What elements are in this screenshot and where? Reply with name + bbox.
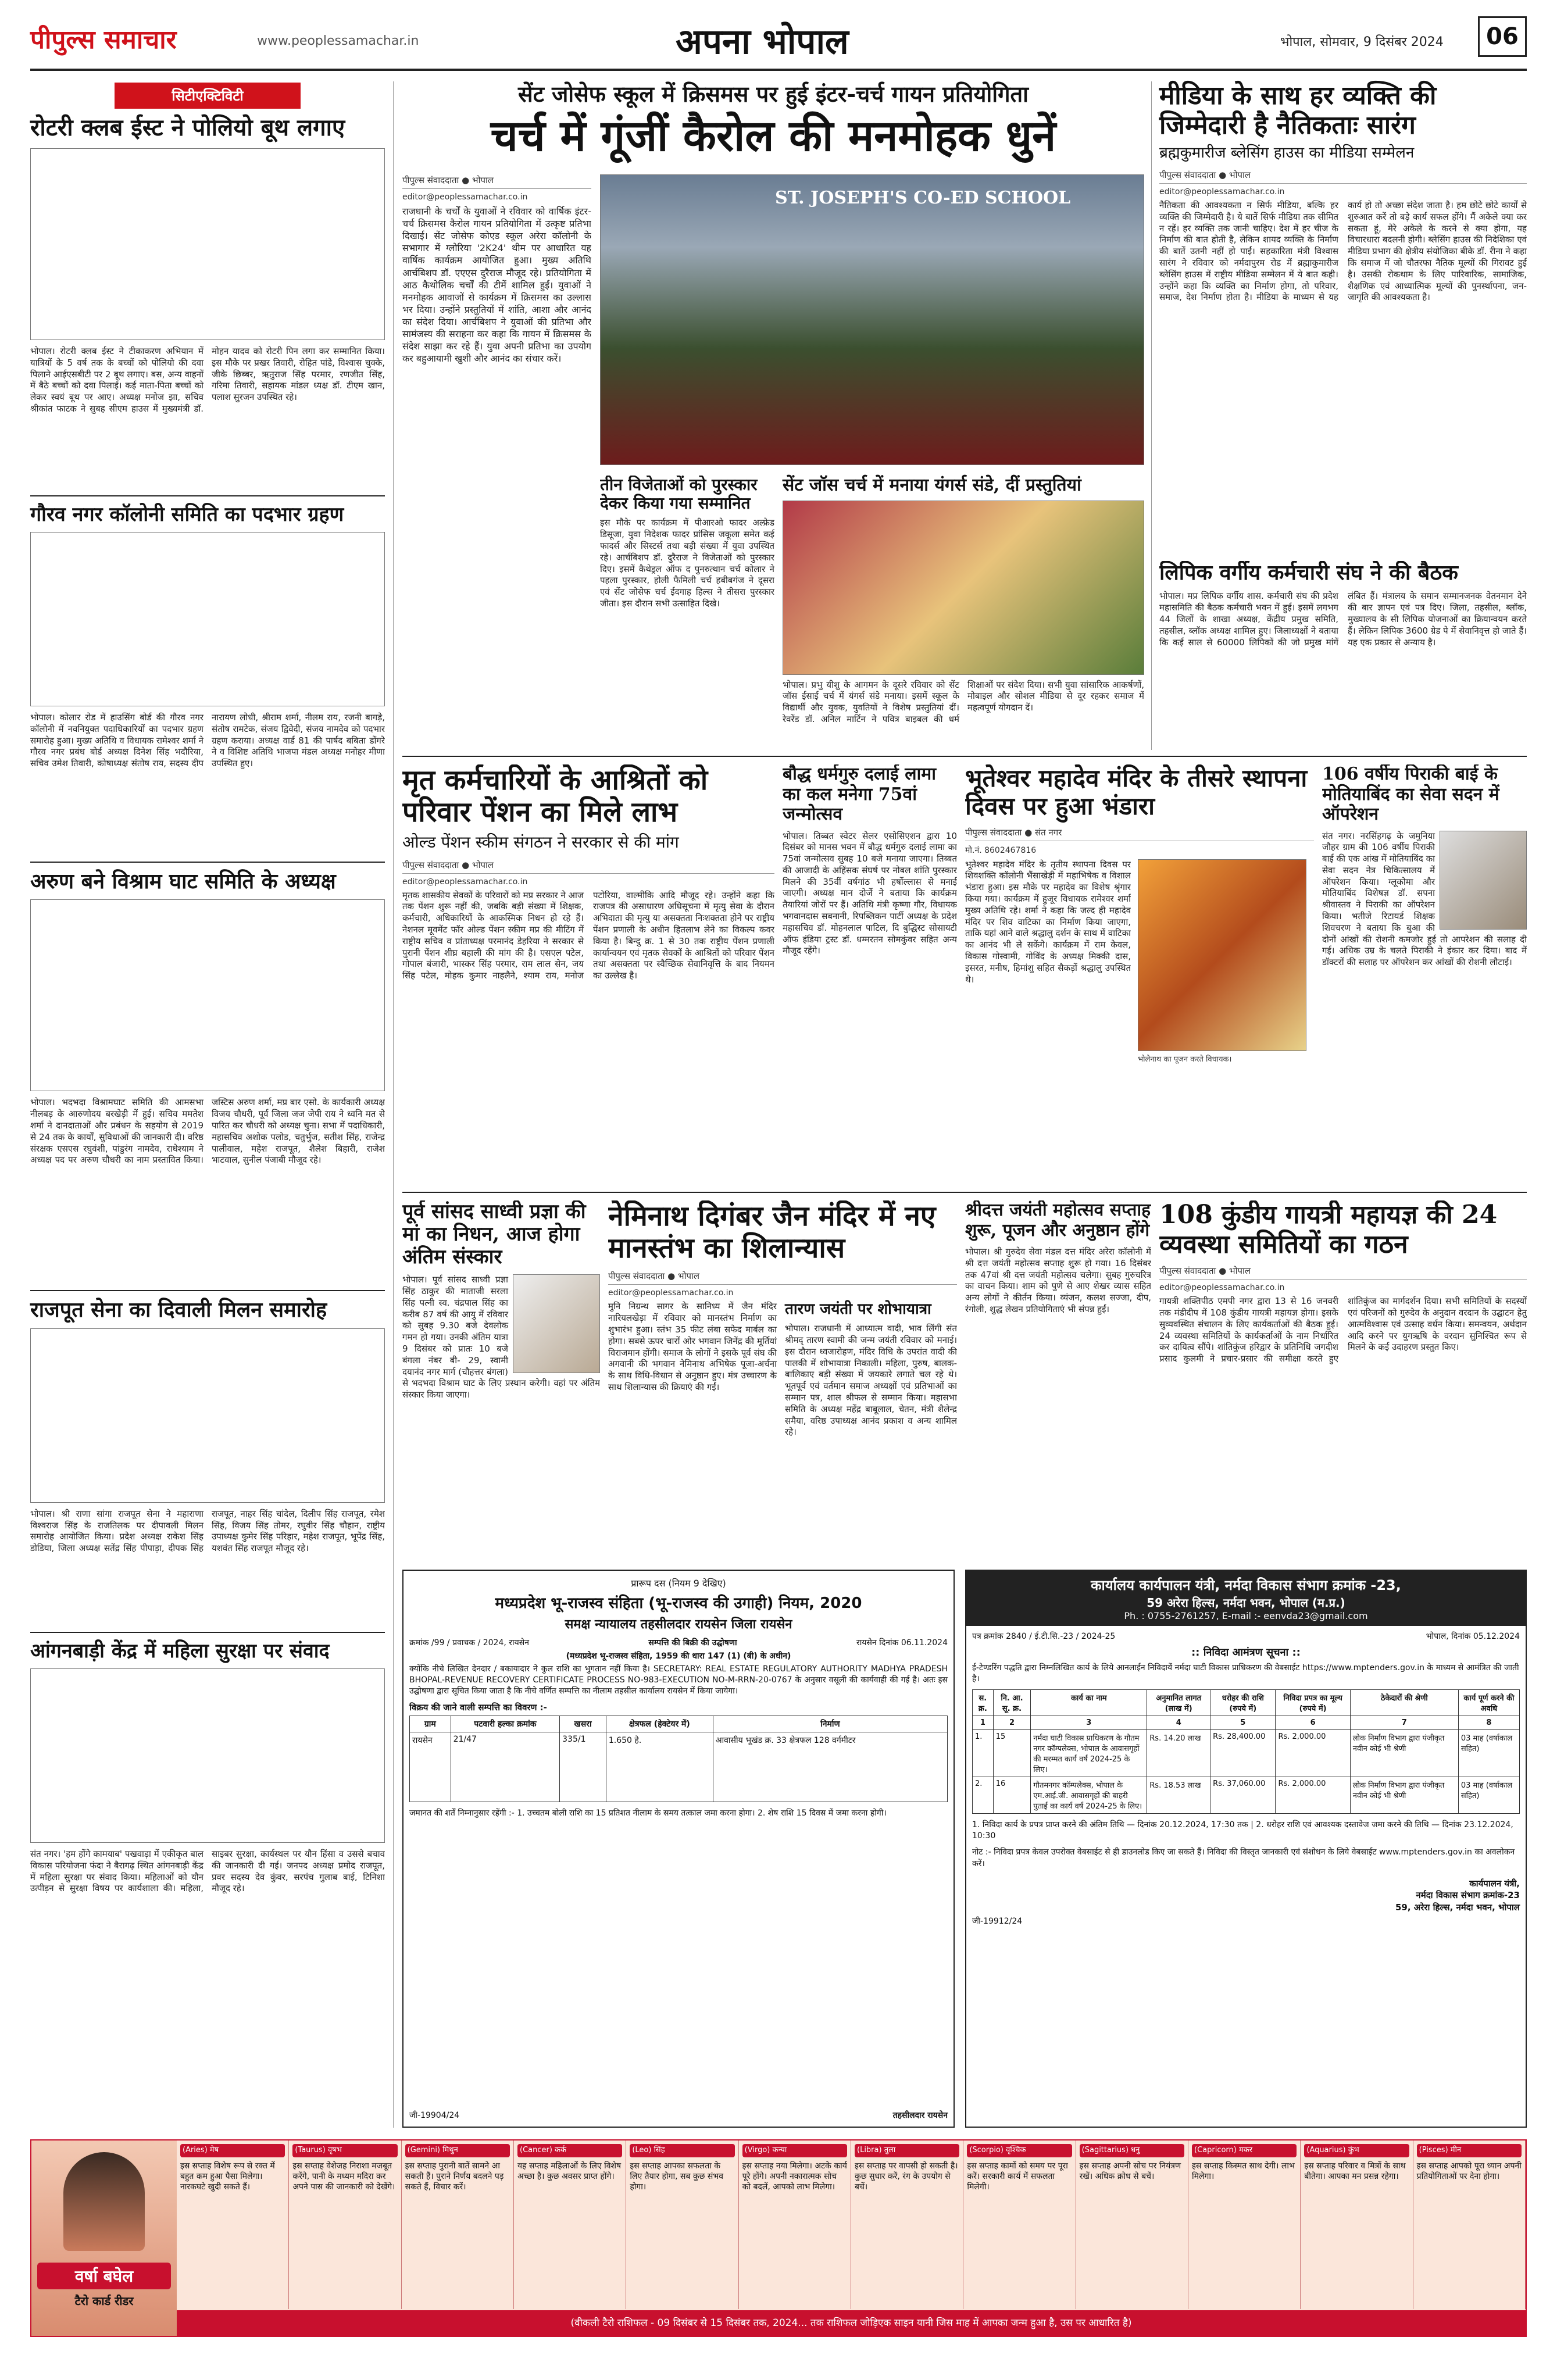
zodiac-prediction: इस सप्ताह किस्मत साथ देगी। लाभ मिलेगा।	[1192, 2161, 1295, 2182]
tender-footer: नोट :- निविदा प्रपत्र केवल उपरोक्त वेबसाईट से ही डाउनलोड किए जा सकते हैं। निविदा की विस्तृत जानकारी एवं संशोधन के लिये वेबसाईट www.mptenders.gov.in का अवलोकन करें।	[972, 1847, 1515, 1868]
clerk-story	[1159, 561, 1527, 747]
table-cell: 15	[993, 1729, 1031, 1777]
lead-body: राजधानी के चर्चों के युवाओं ने रविवार को वार्षिक इंटर-चर्च क्रिसमस कैरोल गायन प्रतियोगिता में उत्कृष्ट प्रतिभा दिखाई। सेंट जोसेफ कोएड स्कूल अरेरा कॉलोनी के सभागार में ग्लोरिया '2K24' थीम पर आधारित यह वार्षिक कार्यक्रम आयोजित हुआ। मुख्य अतिथि आर्चबिशप डॉ. एएएस दुरैराज मौजूद रहे। प्रतियोगिता में आठ कैथोलिक चर्चों की टीमें शामिल हुईं। युवाओं ने मनमोहक आवाजों से कार्यक्रम में क्रिसमस का उल्लास भर दिया। उन्होंने प्रस्तुतियों में शांति, आशा और आनंद का संदेश दिया। आर्चबिशप ने युवाओं की प्रतिभा और सामंजस्य की सराहना कर कहा कि गायन में क्रिसमस के संदेश साझा कर रहे हैं। युवा अपनी प्रतिभा का उपयोग कर बहुआयामी खुशी और आनंद का संचार करें।	[402, 206, 591, 364]
notice-signoff: तहसीलदार रायसेन	[892, 2111, 948, 2120]
zodiac-prediction: इस सप्ताह आपका सफलता के लिए तैयार होगा, सब कुछ संभव होगा।	[630, 2161, 724, 2192]
reporter-email[interactable]: editor@peoplessamachar.co.in	[402, 877, 528, 887]
tender-notice	[965, 1570, 1527, 2128]
table-header: निर्माण	[713, 1716, 947, 1732]
cataract-story	[1322, 764, 1527, 1183]
story-headline: नेमिनाथ दिगंबर जैन मंदिर में नए मानस्तंभ का शिलान्यास	[608, 1200, 936, 1265]
reader-role: टैरो कार्ड रीडर	[74, 2294, 134, 2308]
tender-code: जी-19912/24	[972, 1916, 1023, 1926]
zodiac-sign-card	[177, 2140, 289, 2309]
section-title: अपना भोपाल	[676, 22, 849, 62]
zodiac-sign-name: (Cancer) कर्क	[517, 2144, 622, 2157]
horoscope-strip	[30, 2139, 1527, 2337]
table-colnum: 8	[1458, 1716, 1519, 1729]
table-cell: 03 माह (वर्षाकाल सहित)	[1458, 1729, 1519, 1777]
table-row	[410, 1732, 948, 1802]
horoscope-footer: (वीकली टैरो राशिफल - 09 दिसंबर से 15 दिसंबर तक, 2024... तक राशिफल जोड़िएक साइन यानी जिस माह में आपका जन्म हुआ है, उस पर आधारित है)	[177, 2310, 1526, 2336]
notice-act: (मध्यप्रदेश भू-राजस्व संहिता, 1959 की धारा 147 (1) (बी) के अधीन)	[566, 1652, 791, 1661]
table-cell: Rs. 37,060.00	[1210, 1777, 1276, 1813]
zodiac-sign-card	[402, 2140, 514, 2309]
zodiac-sign-name: (Virgo) कन्या	[742, 2144, 847, 2157]
sub-headline: तारण जयंती पर शोभायात्रा	[785, 1300, 931, 1318]
zodiac-sign-card	[626, 2140, 738, 2309]
zodiac-sign-name: (Aquarius) कुंभ	[1304, 2144, 1409, 2157]
sub-body: भोपाल। प्रभु यीशु के आगमन के दूसरे रविवार को सेंट जॉस ईसाई चर्च में यंगर्स संडे मनाया। इसमें स्कूल के विद्यार्थी और युवक, युवतियों ने विशेष प्रस्तुतियां दीं। रेवरेंड डॉ. अनिल मार्टिन ने पवित्र बाइबल की धर्म शिक्षाओं पर संदेश दिया। सभी युवा सांसारिक आकर्षणों, मोबाइल और सोशल मीडिया से दूर रहकर समाज में महत्वपूर्ण योगदान दें।	[783, 679, 1144, 724]
table-cell: Rs. 2,000.00	[1276, 1729, 1350, 1777]
masthead	[30, 16, 1527, 69]
table-cell: Rs. 18.53 लाख	[1147, 1777, 1210, 1813]
notice-conditions: जमानत की शर्तें निम्नानुसार रहेंगी :- 1. उच्चतम बोली राशि का 15 प्रतिशत नीलाम के समय तत्काल जमा करना होगा। 2. शेष राशि 15 दिवस में जमा करना होगी।	[409, 1808, 887, 1818]
brand-logo: पीपुल्स समाचार	[30, 25, 177, 55]
tender-contact: Ph. : 0755-2761257, E-mail :- eenvda23@gmail.com	[1124, 1610, 1368, 1621]
tender-address: 59 अरेरा हिल्स, नर्मदा भवन, भोपाल (म.प्र.)	[1147, 1596, 1345, 1610]
story-anganwadi	[30, 1640, 385, 1953]
story-gaurav-nagar	[30, 503, 385, 855]
story-headline: भूतेश्वर महादेव मंदिर के तीसरे स्थापना दिवस पर हुआ भंडारा	[965, 764, 1308, 821]
portrait-photo	[513, 1274, 600, 1373]
table-cell: लोक निर्माण विभाग द्वारा पंजीकृत नवीन कोई भी श्रेणी	[1350, 1777, 1458, 1813]
tender-table	[972, 1689, 1520, 1814]
table-header: क्षेत्रफल (हेक्टेयर में)	[606, 1716, 713, 1732]
zodiac-prediction: इस सप्ताह पुरानी बातें सामने आ सकती हैं। पुराने निर्णय बदलने पड़ सकते हैं, विचार करें।	[405, 2161, 504, 2192]
story-photo	[30, 1668, 385, 1843]
pension-story	[402, 764, 774, 1183]
reporter-email[interactable]: editor@peoplessamachar.co.in	[608, 1288, 734, 1298]
table-cell: लोक निर्माण विभाग द्वारा पंजीकृत नवीन कोई भी श्रेणी	[1350, 1729, 1458, 1777]
notice-date: रायसेन दिनांक 06.11.2024	[856, 1638, 948, 1648]
notice-court: समक्ष न्यायालय तहसीलदार रायसेन जिला रायसेन	[565, 1617, 792, 1632]
story-divider	[30, 495, 385, 496]
photo-caption-block	[600, 476, 774, 749]
column-divider	[393, 81, 394, 2128]
story-photo	[30, 899, 385, 1091]
story-rotary	[30, 115, 385, 488]
zodiac-prediction: इस सप्ताह पर वापसी हो सकती है। कुछ सुधार करें, रंग के उपयोग से बचें।	[855, 2161, 958, 2192]
table-header: नि. आ. सू. क्र.	[993, 1689, 1031, 1716]
masthead-rule	[30, 69, 1527, 71]
table-cell: 1.	[973, 1729, 994, 1777]
reporter-email[interactable]: editor@peoplessamachar.co.in	[1159, 1283, 1285, 1293]
table-colnum: 6	[1276, 1716, 1350, 1729]
table-cell: नर्मदा घाटी विकास प्राधिकरण के गौतम नगर कॉम्पलेक्स, भोपाल के आवासगृहों की मरम्मत कार्य वर्ष 2024-25 के लिए।	[1031, 1729, 1147, 1777]
jain-temple-story	[608, 1200, 957, 1561]
zodiac-prediction: इस सप्ताह विशेष रूप से रक्त में बहुत कम हुआ पैसा मिलेगा। नारकघटे खुदी सकते हैं।	[180, 2161, 275, 2192]
table-header: अनुमानित लागत (लाख में)	[1147, 1689, 1210, 1716]
zodiac-sign-card	[289, 2140, 401, 2309]
table-cell: 16	[993, 1777, 1031, 1813]
temple-photo	[1138, 859, 1306, 1051]
lead-text-column	[402, 174, 591, 756]
table-cell: Rs. 14.20 लाख	[1147, 1729, 1210, 1777]
lead-kicker: सेंट जोसेफ स्कूल में क्रिसमस पर हुई इंटर-चर्च गायन प्रतियोगिता	[518, 81, 1029, 107]
story-headline: 108 कुंडीय गायत्री महायज्ञ की 24 व्यवस्था समितियों का गठन	[1159, 1200, 1498, 1259]
zodiac-prediction: यह सप्ताह महिलाओं के लिए विशेष अच्छा है। कुछ अवसर प्राप्त होंगे।	[517, 2161, 622, 2182]
story-body: नैतिकता की आवश्यकता न सिर्फ मीडिया, बल्कि हर व्यक्ति की जिम्मेदारी है। ये बातें सिर्फ मीडिया तक सीमित न रहें। हर व्यक्ति तक जानी चाहिए। देश में हर चीज के निर्माण की बात होती है, लेकिन शायद व्यक्ति के निर्माण की बातें उतनी नहीं हो पाईं। सहकारिता मंत्री विश्वास सारंग ने रविवार को नर्मदापुरम रोड में ब्रह्माकुमारीज ब्लेसिंग हाउस में राष्ट्रीय मीडिया सम्मेलन में ये बात कही। उन्होंने कहा कि व्यक्ति का निर्माण होगा, तो परिवार, समाज, देश निर्माण होता है। मीडिया के माध्यम से यह कार्य हो तो अच्छा संदेश जाता है। हम छोटे छोटे कार्यों से शुरुआत करें तो बड़े कार्य सफल होंगे। मैं अकेले क्या कर सकता हूं, मेरे अकेले के करने से क्या होगा, यह विचारधारा बदलनी होगी। ब्लेसिंग हाउस की निदेशिका एवं मीडिया प्रभाग की क्षेत्रीय संयोजिका बीके डॉ. रीना ने कहा कि समाज में जो चौतरफा नैतिक मूल्यों की गिरावट हुई है। उसकी रोकथाम के लिए पारिवारिक, सामाजिक, शैक्षणिक एवं आध्यात्मिक मूल्यों की पुनर्स्थापना, जन-जागृति की आवश्यकता है।	[1159, 200, 1527, 303]
lead-photo	[600, 174, 1144, 465]
zodiac-sign-name: (Aries) मेष	[180, 2144, 285, 2157]
zodiac-sign-name: (Libra) तुला	[855, 2144, 959, 2157]
story-vishram-ghat	[30, 870, 385, 1283]
sub-photo	[783, 501, 1144, 675]
signature-line: 59, अरेरा हिल्स, नर्मदा भवन, भोपाल	[1395, 1902, 1520, 1913]
section-tag: सिटीएक्टिविटी	[115, 83, 301, 109]
story-body: भोपाल। श्री राणा सांगा राजपूत सेना ने महाराणा विश्वराज सिंह के राजतिलक पर दीपावली मिलन समारोह आयोजित किया। प्रदेश अध्यक्ष राकेश सिंह डोडिया, जिला अध्यक्ष सतेंद्र सिंह पीपाड़ा, दीपक सिंह राजपूत, नाहर सिंह चांदेल, दिलीप सिंह राजपूत, रमेश सिंह, विजय सिंह तोमर, रघुवीर सिंह चौहान, राष्ट्रीय उपाध्यक्ष कुमेर सिंह परिहार, महेश राजपूत, भूपेंद्र सिंह, यशवंत सिंह राजपूत मौजूद रहे।	[30, 1508, 385, 1554]
reporter-email[interactable]: editor@peoplessamachar.co.in	[402, 192, 528, 202]
tender-intro: ई-टेण्डरिंग पद्धति द्वारा निम्नलिखित कार्य के लिये आनलाईन निविदायें नर्मदा घाटी विकास प्राधिकरण की वेबसाईट https://www.mptenders.gov.in के माध्यम से आमंत्रित की जाती है।	[972, 1663, 1519, 1684]
notice-title: मध्यप्रदेश भू-राजस्व संहिता (भू-राजस्व की उगाही) नियम, 2020	[495, 1595, 862, 1612]
story-headline: रोटरी क्लब ईस्ट ने पोलियो बूथ लगाए	[30, 114, 345, 141]
story-body: भोपाल। मप्र लिपिक वर्गीय शास. कर्मचारी संघ की प्रदेश महासमिति की बैठक कर्मचारी भवन में हुई। इसमें लगभग 44 जिलों के शाखा अध्यक्ष, केंद्रीय प्रमुख समिति, तहसील, ब्लॉक अध्यक्ष शामिल हुए। जिलाध्यक्षों ने बताया कि कई साल से 60000 लिपिकों की जो प्रमुख मांगें लंबित हैं। मंत्रालय के समान सम्मानजनक वेतनमान देने की बार ज्ञापन एवं पत्र दिए। जिला, तहसील, ब्लॉक, मुख्यालय के सी लिपिक योजनाओं का क्रियान्वयन करते हैं। लेकिन लिपिक 3600 ग्रेड पे में सेवानिवृत्त हो जाते हैं। यह एक प्रकार से अन्याय है।	[1159, 591, 1527, 648]
lead-headline: चर्च में गूंजीं कैरोल की मनमोहक धुनें	[490, 110, 1056, 161]
story-divider	[30, 1290, 385, 1291]
reader-name: वर्षा बघेल	[37, 2263, 171, 2289]
zodiac-sign-card	[1076, 2140, 1188, 2309]
school-banner: ST. JOSEPH'S CO-ED SCHOOL	[775, 188, 1071, 208]
story-body: भोपाल। पूर्व सांसद साध्वी प्रज्ञा सिंह ठाकुर की माताजी सरला सिंह पत्नी स्व. चंद्रपाल सिंह का करीब 87 वर्ष की आयु में रविवार को सुबह 9.30 बजे देवलोक गमन हो गया। उनकी अंतिम यात्रा 9 दिसंबर को प्रातः 10 बजे बंगला नंबर बी- 29, स्वामी दयानंद नगर मार्ग (चौहत्तर बंगला) से भदभदा विश्राम घाट के लिए प्रस्थान करेगी। वहां पर अंतिम संस्कार किया जाएगा।	[402, 1274, 600, 1400]
zodiac-prediction: इस सप्ताह परिवार व मित्रों के साथ बीतेगा। आपका मन प्रसन्न रहेगा।	[1304, 2161, 1406, 2182]
story-photo	[30, 1328, 385, 1503]
story-rajput-sena	[30, 1298, 385, 1624]
zodiac-sign-card	[514, 2140, 626, 2309]
story-body: भोपाल। रोटरी क्लब ईस्ट ने टीकाकरण अभियान में यात्रियों के 5 वर्ष तक के बच्चों को पोलियो की दवा पिलाने आईएसबीटी पर 2 बूथ लगाए। बस, अन्य वाहनों में बैठे बच्चों को दवा पिलाई। कई माता-पिता बच्चों को लेकर स्वयं बूथ पर आए। अध्यक्ष मनोज झा, सचिव श्रीकांत फाटक ने सुबह सीएम हाउस में मुख्यमंत्री डॉ. मोहन यादव को रोटरी पिन लगा कर सम्मानित किया। इस मौके पर प्रखर तिवारी, रोहित पांडे, विश्वास चुक्के, जीके छिब्बर, ऋतुराज सिंह परमार, रणजीत सिंह, गरिमा तिवारी, सहायक मांडल ध्यक्ष डॉ. टीएम खान, पलाश सुरजन उपस्थित रहे।	[30, 346, 385, 414]
photo-caption: भोलेनाथ का पूजन करते विधायक।	[1138, 1055, 1232, 1064]
zodiac-sign-name: (Scorpio) वृश्चिक	[967, 2144, 1072, 2157]
story-body: मृतक शासकीय सेवकों के परिवारों को मप्र सरकार ने आज तक पेंशन शुरू नहीं की, जबकि बड़ी संख्या में शिक्षक, कर्मचारी, अधिकारियों के आकस्मिक निधन हो रहे हैं। नेशनल मूवमेंट फॉर ओल्ड पेंशन स्कीम मप्र की मीटिंग में राष्ट्रीय सचिव व प्रांताध्यक्ष परमानंद डेहरिया ने सरकार से पुरानी पेंशन शीघ्र बहाली की मांग की है। एसएल पटेल, गोपाल बंजारी, भास्कर सिंह परमार, राम लाल सेन, जय सिंह पटेल, मोहक कुमार नाहलैने, श्याम राय, मनोज पटोरिया, वाल्मीकि आदि मौजूद रहे। उन्होंने कहा कि राजपत्र की असाधारण अधिसूचना में मृत्यु सेवा के दौरान अभिदाता की मृत्यु या असक्तता निःशक्तता होने पर राष्ट्रीय पेंशन प्रणाली के अधीन हितलाभ लेने का विकल्प कवर किया है। बिन्दु क्र. 1 से 30 तक राष्ट्रीय पेंशन प्रणाली कार्यान्वयन एवं मृतक सेवकों के आश्रितों को परिवार पेंशन तथा असक्तता पर स्वैच्छिक सेवानिवृत्ति के बाद नियमन का उल्लेख है।	[402, 889, 774, 981]
story-body: गायत्री शक्तिपीठ एमपी नगर द्वारा 13 से 16 जनवरी तक मंडीदीप में 108 कुंडीय गायत्री महायज्ञ होगा। इसके सुव्यवस्थित संचालन के लिए कार्यकर्ताओं की बैठक हुई। 24 व्यवस्था समितियों के कार्यकर्ताओं के नाम निर्धारित कर दायित्व सौंपे। शांतिकुंज हरिद्वार के प्रतिनिधि जगदीश प्रसाद कुलमी ने प्रचार-प्रसार की समीक्षा करते हुए शांतिकुंज का मार्गदर्शन दिया। सभी समितियों के सदस्यों एवं परिजनों को गुरुदेव के अनुदान वरदान के उद्घाटन हेतु आत्मविश्वास एवं उत्साह वर्धन किया। समन्वयन, अर्थदान आदि करने पर युगऋषि के वरदान सुनिश्चित रूप से मिलने के कई उदाहरण प्रस्तुत किए।	[1159, 1296, 1527, 1364]
tender-ref: पत्र क्रमांक 2840 / ई.टी.सि.-23 / 2024-25	[972, 1632, 1116, 1641]
story-subheadline: ब्रह्मकुमारीज ब्लेसिंग हाउस का मीडिया सम्मेलन	[1159, 144, 1415, 162]
story-subheadline: ओल्ड पेंशन स्कीम संगठन ने सरकार से की मांग	[402, 832, 679, 852]
dalai-lama-story	[783, 764, 957, 1183]
table-header: धरोहर की राशि (रुपये में)	[1210, 1689, 1276, 1716]
table-row	[973, 1777, 1520, 1813]
property-table	[409, 1716, 948, 1802]
table-cell: गौतमनगर कॉम्पलेक्स, भोपाल के एम.आई.जी. आवासगृहों की बाहरी पुताई का कार्य वर्ष 2024-25 के लिए।	[1031, 1777, 1147, 1813]
table-cell: आवासीय भूखंड क्र. 33 क्षेत्रफल 128 वर्गमीटर	[713, 1732, 947, 1802]
story-body: संत नगर। 'हम होंगे कामयाब' पखवाड़ा में एकीकृत बाल विकास परियोजना फंदा ने बैरागढ़ स्थित आंगनबाड़ी केंद्र में महिला सुरक्षा पर संवाद किया। महिलाओं को यौन उत्पीड़न से सुरक्षा विषय पर कार्यशाला की। महिला, साइबर सुरक्षा, कार्यस्थल पर यौन हिंसा व उससे बचाव की जानकारी दी गई। जनपद अध्यक्ष प्रमोद राजपूत, प्रवर सदस्य देव कुंवर, सरपंच गुलाब बाई, टिनिशा मौजूद रहे।	[30, 1848, 385, 1894]
table-cell: Rs. 2,000.00	[1276, 1777, 1350, 1813]
section-rule	[402, 1192, 1527, 1193]
table-header: कार्य का नाम	[1031, 1689, 1147, 1716]
story-headline: श्रीदत्त जयंती महोत्सव सप्ताह शुरू, पूजन और अनुष्ठान होंगे	[965, 1200, 1151, 1241]
table-cell: 2.	[973, 1777, 994, 1813]
sub-body: भोपाल। राजधानी में आध्यात्म वादी, भाव लिंगी संत श्रीमद् तारण स्वामी की जन्म जयंती रविवार को मनाई। इस दौरान ध्वजारोहण, मंदिर विधि के उपरांत वादी की पालकी में शोभायात्रा निकाली। महिला, पुरुष, बालक-बालिकाए बड़ी संख्या में जयकारे लगाते चल रहे थे। भूतपूर्व एवं वर्तमान समाज अध्यक्षों एवं प्रतिभाओं का सम्मान पत्र, शाल श्रीफल से सम्मान किया। महासभा समिति के अध्यक्ष महेंद्र बाबूलाल, चेतन, मंत्री शैलेन्द्र समैया, वरिष्ठ उपाध्यक्ष आनंद प्रकाश व अन्य शामिल रहे।	[785, 1323, 957, 1438]
younger-sunday-block	[783, 476, 1144, 767]
table-colnum: 5	[1210, 1716, 1276, 1729]
zodiac-sign-card	[1413, 2140, 1526, 2309]
table-cell: 335/1	[560, 1732, 606, 1802]
datta-jayanti-story	[965, 1200, 1151, 1561]
table-header: खसरा	[560, 1716, 606, 1732]
reader-avatar	[63, 2152, 145, 2251]
byline: पीपुल्स संवाददाता ● भोपाल	[1159, 169, 1527, 184]
gayatri-story	[1159, 1200, 1527, 1410]
story-body: भोपाल। तिब्बत स्वेटर सेलर एसोसिएशन द्वारा 10 दिसंबर को मानस भवन में बौद्ध धर्मगुरु दलाई लामा का 75वां जन्मोत्सव सुबह 10 बजे मनाया जाएगा। तिब्बत की आजादी के अहिंसक संघर्ष पर नोबल शांति पुरस्कार मिलने की 35वीं वर्षगांठ भी हर्षोल्लास से मनाई जाएगी। अध्यक्ष मान दोर्जे ने बताया कि कार्यक्रम तैयारियां जोरों पर हैं। अतिथि मंत्री कृष्णा गौर, विधायक भगवानदास सबनानी, रिपब्लिकन पार्टी अध्यक्ष के प्रदेश महासचिव डॉ. मोहनलाल पाटिल, दि बुद्धिस्ट सोसायटी ऑफ इंडिया ट्रस्ट डॉ. धम्मरतन सोमकुंवर सहित अन्य मौजूद रहेंगे।	[783, 830, 957, 956]
sadhvi-story	[402, 1200, 600, 1561]
tender-heading: :: निविदा आमंत्रण सूचना ::	[1191, 1646, 1301, 1659]
zodiac-sign-name: (Sagittarius) धनु	[1080, 2144, 1184, 2157]
zodiac-sign-name: (Leo) सिंह	[630, 2144, 734, 2157]
byline: पीपुल्स संवाददाता ● भोपाल	[402, 174, 591, 189]
story-headline: मीडिया के साथ हर व्यक्ति की जिम्मेदारी है नैतिकताः सारंग	[1159, 81, 1437, 140]
table-colnum: 2	[993, 1716, 1031, 1729]
story-divider	[30, 1632, 385, 1633]
page-number: 06	[1478, 16, 1527, 57]
reporter-phone: मो.नं. 8602467816	[965, 845, 1037, 855]
media-story	[1159, 81, 1527, 502]
table-cell: 1.650 हे.	[606, 1732, 713, 1802]
signature-line: नर्मदा विकास संभाग क्रमांक-23	[1416, 1890, 1520, 1901]
table-colnum: 4	[1147, 1716, 1210, 1729]
table-colnum: 3	[1031, 1716, 1147, 1729]
tender-dates: 1. निविदा कार्य के प्रपत्र प्राप्त करने की अंतिम तिथि — दिनांक 20.12.2024, 17:30 तक | 2. धरोहर राशि एवं आवश्यक दस्तावेज जमा करने की तिथि — दिनांक 23.12.2024, 10:30	[972, 1820, 1513, 1841]
story-photo	[30, 148, 385, 340]
caption-body: इस मौके पर कार्यक्रम में पीआरओ फादर अल्फ्रेड डिसूजा, युवा निदेशक फादर प्रांसिस जकूला समेत कई फादर्स और सिस्टर्स तथा बड़ी संख्या में युवा उपस्थित रहे। आर्चबिशप डॉ. दुरैराज ने विजेताओं को पुरस्कार दिए। इसमें कैथेड्रल ऑफ द पुनरुत्थान चर्च कोलार ने पहला पुरस्कार, होली फैमिली चर्च हबीबगंज ने दूसरा एवं सेंट जोसेफ चर्च ईदगाह हिल्स ने तीसरा पुरस्कार जीता। इस दौरान सभी उत्साहित दिखे।	[600, 517, 774, 609]
notice-body: क्योंकि नीचे लिखित देनदार / बकायादार ने कुल राशि का भुगतान नहीं किया है। SECRETARY: REAL ESTATE REGULATORY AUTHORITY MADHYA PRADESH BHOPAL-REVENUE RECOVERY CERTIFICATE PROCESS NO-983-EXECUTION NO-M-RRN-20-0767 के अनुसार वसूली की कार्यवाही की गई है। अतः इस उद्घोषणा द्वारा सूचित किया जाता है कि नीचे वर्णित सम्पत्ति का नीलाम तहसील कार्यालय रायसेन में किया जायेगा।	[409, 1664, 948, 1696]
byline: पीपुल्स संवाददाता ● भोपाल	[1159, 1265, 1527, 1280]
zodiac-prediction: इस सप्ताह नया मिलेगा। अटके कार्य पूरे होंगे। अपनी नकारात्मक सोच को बदलें, आपको लाभ मिलेगा।	[742, 2161, 847, 2192]
temple-story	[965, 764, 1314, 1183]
tender-header	[966, 1571, 1526, 1626]
website-url[interactable]: www.peoplessamachar.in	[257, 34, 419, 48]
zodiac-sign-card	[739, 2140, 851, 2309]
story-body: मुनि निग्रन्थ सागर के सानिध्य में जैन मंदिर नारियलखेड़ा में रविवार को मानस्तंभ निर्माण का शुभारंभ हुआ। स्तंभ 35 फीट लंबा सफेद मार्बल का होगा। सबसे ऊपर चारों ओर भगवान जिनेंद्र की मूर्तियां विराजमान होंगी। समाज के लोगों ने इसके पूर्व संघ की अगवानी की भगवान नेमिनाथ अभिषेक पूजा-अर्चना के साथ विधि-विधान से अनुष्ठान हुए। मंत्र उच्चारण के साथ शिलान्यास की क्रियाएं की गईं।	[608, 1301, 777, 1392]
table-header: ठेकेदारों की श्रेणी	[1350, 1689, 1458, 1716]
tender-office: कार्यालय कार्यपालन यंत्री, नर्मदा विकास संभाग क्रमांक -23,	[1091, 1577, 1401, 1593]
table-row	[973, 1729, 1520, 1777]
story-body: भूतेश्वर महादेव मंदिर के तृतीय स्थापना दिवस पर शिवशक्ति कॉलोनी भैंसाखेड़ी में महाभिषेक व विशाल भंडारा हुआ। इस मौके पर महादेव का विशेष श्रृंगार किया गया। कार्यक्रम में हुजूर विधायक रामेश्वर शर्मा मुख्य अतिथि रहे। शर्मा ने कहा कि जल्द ही महादेव मंदिर पर शिव वाटिका का निर्माण किया जाएगा, ताकि यहां आने वाले श्रद्धालु दर्शन के साथ में वाटिका का आनंद भी ले सकेंगे। कार्यक्रम में राम केवल, विकास गोस्वामी, गोविंद के अध्यक्ष मिक्की दास, इसरत, मनीष, हिमांशु सहित सैकड़ों श्रद्धालु उपस्थित थे।	[965, 859, 1131, 985]
table-colnum: 1	[973, 1716, 994, 1729]
zodiac-prediction: इस सप्ताह आपको पूरा ध्यान अपनी प्रतियोगिताओं पर देना होगा।	[1416, 2161, 1522, 2182]
zodiac-prediction: इस सप्ताह वेशेजह निराशा मजबूत करेंगे, पानी के मध्यम मदिरा कर अपने पास की जानकारी को देखेंगे।	[292, 2161, 395, 2192]
zodiac-sign-card	[1301, 2140, 1413, 2309]
story-body: भोपाल। श्री गुरुदेव सेवा मंडल दत्त मंदिर अरेरा कॉलोनी में श्री दत्त जयंती महोत्सव सप्ताह शुरू हो गया। 16 दिसंबर तक 47वां श्री दत्त जयंती महोत्सव चलेगा। सुबह गुरुचरित्र का वाचन किया। शाम को पुणे से आए शेखर व्यास सहित अन्य लोगों ने कीर्तन किया। व्यंजन, कलश सज्जा, दीप, रंगोली, शुद्ध लेखन प्रतियोगिताएं भी संपन्न हुईं।	[965, 1246, 1151, 1314]
table-header: पटवारी हल्का क्रमांक	[451, 1716, 560, 1732]
table-header: निविदा प्रपत्र का मूल्य (रुपये में)	[1276, 1689, 1350, 1716]
lead-story	[402, 81, 1144, 169]
zodiac-row	[177, 2140, 1526, 2309]
story-body: भोपाल। कोलार रोड में हाउसिंग बोर्ड की गौरव नगर कॉलोनी में नवनियुक्त पदाधिकारियों का पदभार ग्रहण समारोह हुआ। मुख्य अतिथि व विधायक रामेश्वर शर्मा ने गौरव नगर प्रबंध बोर्ड अध्यक्ष दिनेश सिंह भदौरिया, सचिव उमेश तिवारी, कोषाध्यक्ष संतोष राय, सदस्य दीप नारायण लोधी, श्रीराम शर्मा, नीलम राय, रजनी बागड़े, संतोष रामटेक, संजय द्विवेदी, संजय नामदेव को पदभार ग्रहण कराया। अध्यक्ष वार्ड 81 की पार्षद बबिता डोंगरे ने व विशिष्ट अतिथि भाजपा मंडल अध्यक्ष मनोहर मीणा उपस्थित हुए।	[30, 712, 385, 769]
story-body: संत नगर। नरसिंहगढ़ के जमुनिया जौहर ग्राम की 106 वर्षीय पिराकी बाई की एक आंख में मोतियाबिंद का सेवा सदन नेत्र चिकित्सालय में ऑपरेशन किया। ग्लूकोमा और मोतियाबिंद विशेषज्ञ डॉ. सपना श्रीवास्तव ने पिराकी का ऑपरेशन किया। भतीजे रिटायर्ड शिक्षक शिवचरण ने बताया कि बुआ की दोनों आंखों की रोशनी कमजोर हुई तो आपरेशन की सलाह दी गई। अधिक उम्र के चलते पिराकी ने इंकार कर दिया। बाद में डॉक्टरों की सलाह पर ऑपरेशन कर आंखों की रोशनी लौटाई।	[1322, 830, 1527, 968]
column-divider	[1151, 81, 1152, 750]
table-header: स. क्र.	[973, 1689, 994, 1716]
zodiac-sign-name: (Taurus) वृषभ	[292, 2144, 397, 2157]
reader-panel	[31, 2140, 177, 2336]
table-cell: Rs. 28,400.00	[1210, 1729, 1276, 1777]
zodiac-sign-card	[963, 2140, 1076, 2309]
sub-headline: सेंट जॉस चर्च में मनाया यंगर्स संडे, दीं प्रस्तुतियां	[783, 475, 1081, 495]
story-headline: राजपूत सेना का दिवाली मिलन समारोह	[30, 1298, 327, 1323]
tender-signature	[972, 1878, 1520, 1913]
table-header: ग्राम	[410, 1716, 451, 1732]
story-body: भोपाल। भदभदा विश्रामघाट समिति की आमसभा नीलबड़ के आरुणोदय बरखेड़ी में हुई। सचिव ममतेश शर्मा ने दानदाताओं और प्रबंधन के सहयोग से 2019 से 24 तक के कार्यों, सुविधाओं की जानकारी दी। वरिष्ठ संरक्षक एसएस रघुवंशी, पांडुरंग नामदेव, राधेश्याम ने अध्यक्ष पद पर अरुण चौधरी का नाम प्रस्तावित किया। जस्टिस अरुण शर्मा, मप्र बार एसो. के कार्यकारी अध्यक्ष विजय चौधरी, पूर्व जिला जज जेपी राय ने ध्वनि मत से पारित कर चौधरी को अध्यक्ष चुना। सभा में पदाधिकारी, महासचिव अशोक पलोड, चतुर्भुज, सतीश सिंह, राजेन्द्र पालीवाल, महेश राजपूत, शैलेश बिहारी, राजेश भाटवाल, सुनील पंजाबी मौजूद रहे।	[30, 1097, 385, 1166]
zodiac-sign-name: (Gemini) मिथुन	[405, 2144, 510, 2157]
notice-form-label: प्रारूप दस (नियम 9 देखिए)	[631, 1578, 726, 1589]
zodiac-sign-card	[851, 2140, 963, 2309]
signature-line: कार्यपालन यंत्री,	[1469, 1878, 1520, 1889]
story-headline: आंगनबाड़ी केंद्र में महिला सुरक्षा पर संवाद	[30, 1639, 330, 1663]
table-cell: 21/47	[451, 1732, 560, 1802]
tender-ref-date: भोपाल, दिनांक 05.12.2024	[1426, 1632, 1520, 1641]
patient-photo	[1440, 831, 1527, 930]
city-activity-column	[30, 83, 385, 1953]
zodiac-prediction: इस सप्ताह कामों को समय पर पूरा करें। सरकारी कार्य में सफलता मिलेगी।	[967, 2161, 1068, 2192]
zodiac-prediction: इस सप्ताह अपनी सोच पर नियंत्रण रखें। अधिक क्रोध से बचें।	[1079, 2161, 1181, 2182]
story-headline: 106 वर्षीय पिराकी बाई के मोतियाबिंद का सेवा सदन में ऑपरेशन	[1322, 764, 1499, 824]
byline: पीपुल्स संवाददाता ● भोपाल	[402, 859, 774, 874]
dateline: भोपाल, सोमवार, 9 दिसंबर 2024	[1280, 35, 1444, 49]
story-headline: लिपिक वर्गीय कर्मचारी संघ ने की बैठक	[1159, 561, 1458, 585]
story-headline: अरुण बने विश्राम घाट समिति के अध्यक्ष	[30, 869, 336, 894]
table-header: कार्य पूर्ण करने की अवधि	[1458, 1689, 1519, 1716]
auction-notice	[402, 1570, 955, 2128]
notice-table-title: विक्रय की जाने वाली सम्पत्ति का विवरण :-	[409, 1702, 547, 1713]
story-headline: गौरव नगर कॉलोनी समिति का पदभार ग्रहण	[30, 503, 344, 526]
caption-headline: तीन विजेताओं को पुरस्कार देकर किया गया सम्मानित	[600, 476, 758, 513]
table-cell: रायसेन	[410, 1732, 451, 1802]
byline: पीपुल्स संवाददाता ● भोपाल	[608, 1270, 957, 1285]
story-photo	[30, 532, 385, 706]
story-headline: पूर्व सांसद साध्वी प्रज्ञा की मां का निधन, आज होगा अंतिम संस्कार	[402, 1200, 586, 1269]
table-colnum: 7	[1350, 1716, 1458, 1729]
zodiac-sign-card	[1188, 2140, 1301, 2309]
zodiac-sign-name: (Capricorn) मकर	[1192, 2144, 1297, 2157]
reporter-email[interactable]: editor@peoplessamachar.co.in	[1159, 187, 1285, 197]
table-cell: 03 माह (वर्षाकाल सहित)	[1458, 1777, 1519, 1813]
byline: पीपुल्स संवाददाता ● संत नगर	[965, 827, 1314, 841]
section-rule	[402, 756, 1527, 757]
story-divider	[30, 862, 385, 863]
notice-code: जी-19904/24	[409, 2111, 460, 2120]
zodiac-sign-name: (Pisces) मीन	[1417, 2144, 1522, 2157]
notice-case-no: क्रमांक /99 / प्रवाचक / 2024, रायसेन	[409, 1638, 529, 1648]
story-headline: मृत कर्मचारियों के आश्रितों को परिवार पेंशन का मिले लाभ	[402, 764, 708, 829]
notice-subhead: सम्पत्ति की बिक्री की उद्घोषणा	[648, 1638, 737, 1648]
story-headline: बौद्ध धर्मगुरु दलाई लामा का कल मनेगा 75वां जन्मोत्सव	[783, 764, 937, 824]
